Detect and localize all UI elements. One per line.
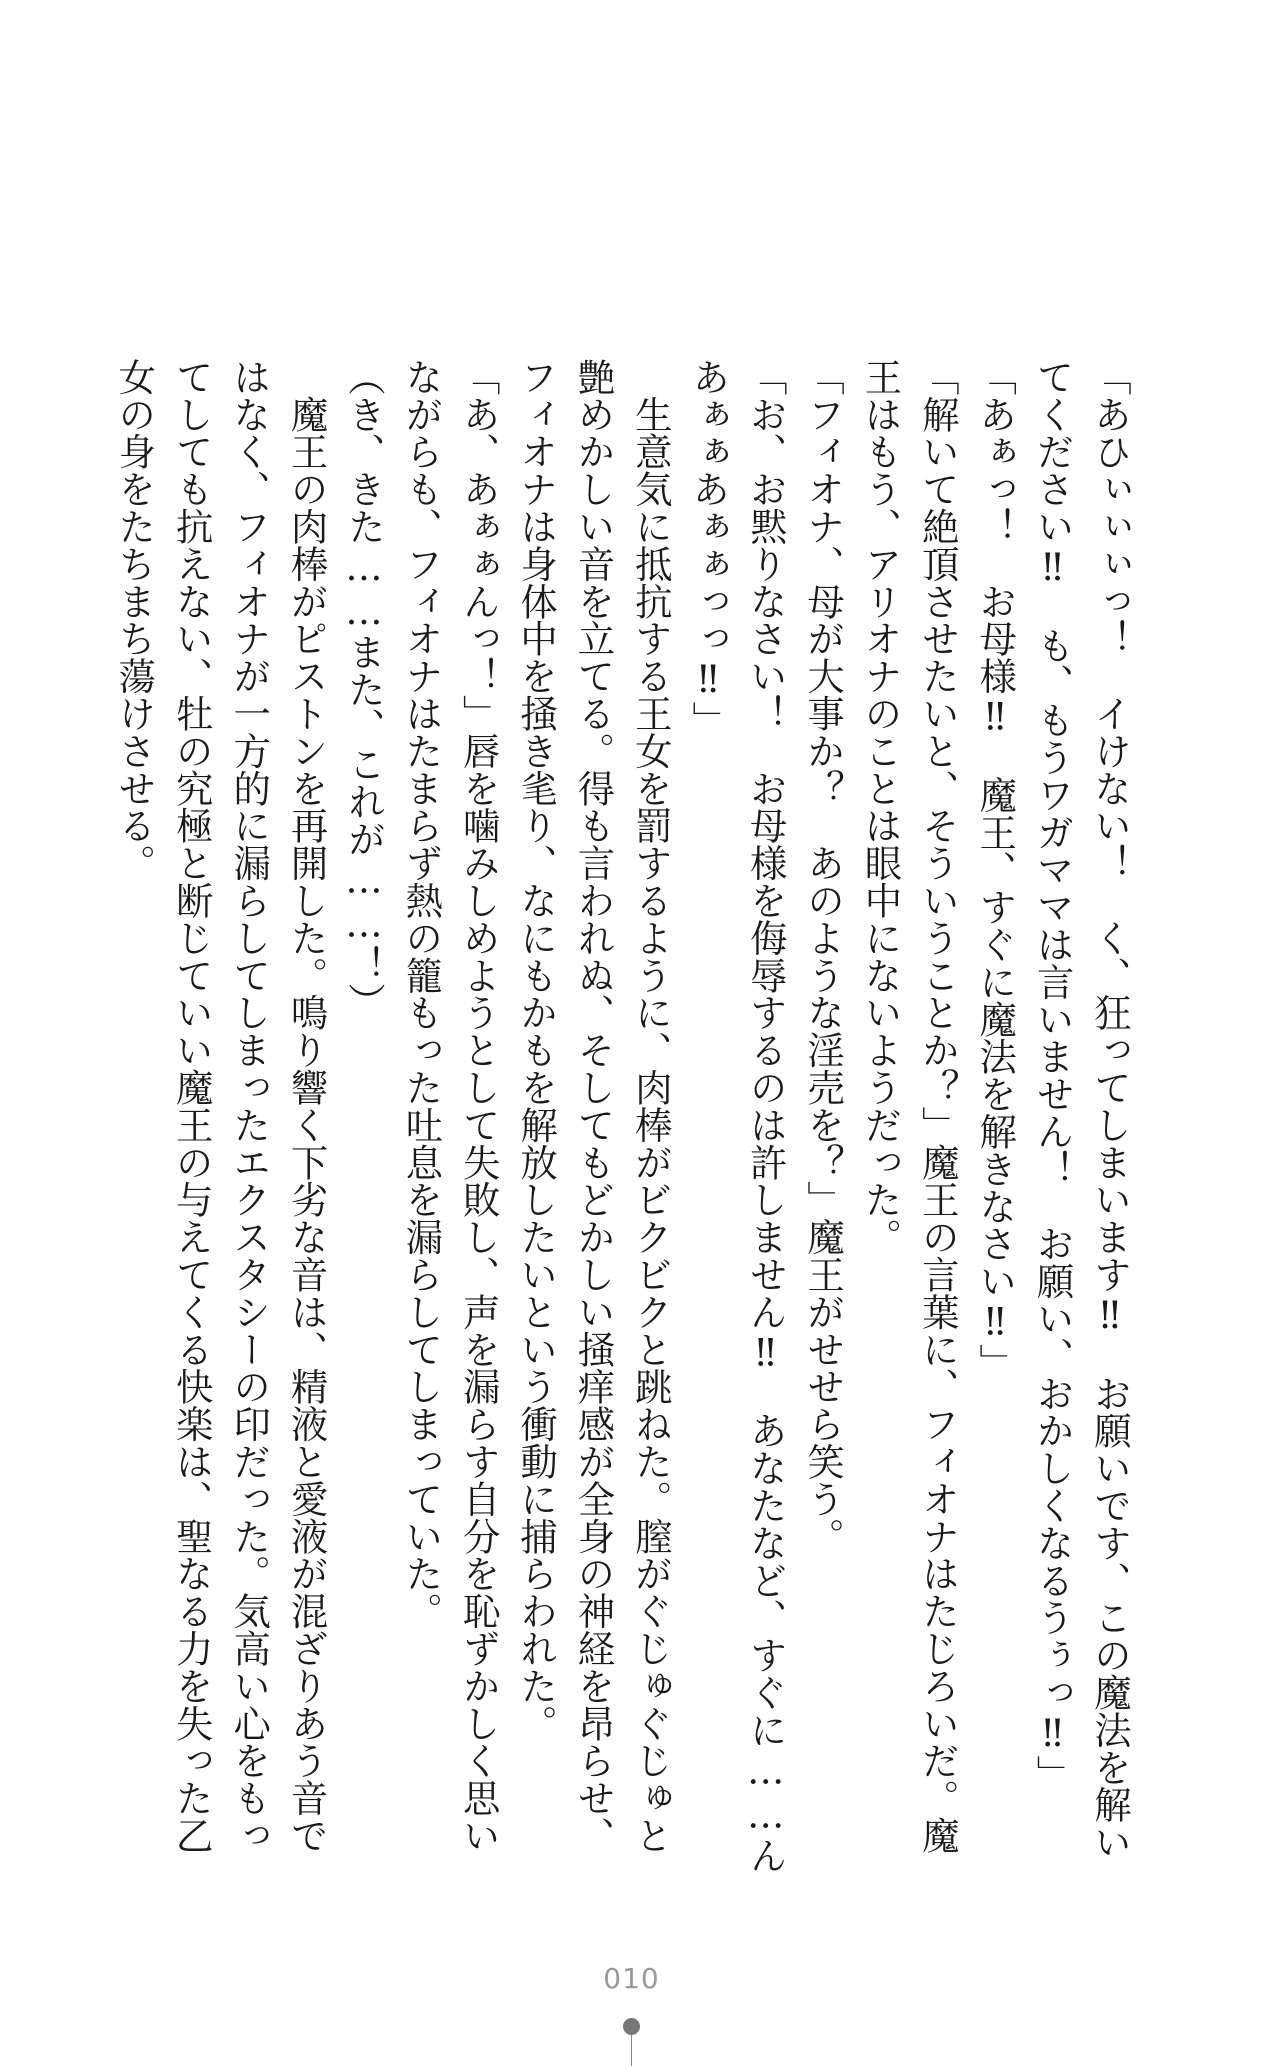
text-line: 「解いて絶頂させたいと、そういうことか？」魔王の言葉に、フィオナはたじろいだ。魔 <box>915 358 960 1854</box>
text-line: 「あ、あぁぁんっ！」唇を噛みしめようとして失敗し、声を漏らす自分を恥ずかしく思い <box>456 358 501 1855</box>
text-line: 魔王の肉棒がピストンを再開した。鳴り響く下劣な音は、精液と愛液が混ざりあう音で <box>284 358 329 1855</box>
text-line: 「あぁっ！ お母様‼ 魔王、すぐに魔法を解きなさい‼」 <box>973 358 1018 1381</box>
text-line: あぁぁあぁぁっっ‼」 <box>686 358 731 739</box>
text-line: 女の身をたちまち蕩けさせる。 <box>112 358 157 882</box>
text-line: 「お、お黙りなさい！ お母様を侮辱するのは許しません‼ あなたなど、すぐに……ん <box>743 358 788 1874</box>
text-line: 「あひぃぃぃっ！ イけない！ く、狂ってしまいます‼ お願いです、この魔法を解い <box>1088 358 1132 1861</box>
text-line: 「フィオナ、母が大事か？ あのような淫売を？」魔王がせせら笑う。 <box>801 358 846 1555</box>
text-line: 艶めかしい音を立てる。得も言われぬ、そしてもどかしい掻痒感が全身の神経を昂らせ、 <box>571 358 616 1854</box>
page-marker-line <box>631 2035 632 2066</box>
page-marker-dot <box>623 2018 640 2035</box>
text-line: 王はもう、アリオナのことは眼中にないようだった。 <box>858 358 903 1256</box>
text-line: てください‼ も、もうワガママは言いません！ お願い、おかしくなるうぅっ‼」 <box>1030 358 1075 1793</box>
text-line: 生意気に抵抗する王女を罰するように、肉棒がビクビクと跳ねた。膣がぐじゅぐじゅと <box>628 358 673 1854</box>
text-line: ながらも、フィオナはたまらず熱の籠もった吐息を漏らしてしまっていた。 <box>399 358 444 1630</box>
vertical-text-body <box>112 358 1132 1874</box>
page-number: 010 <box>603 1962 660 1995</box>
text-line: てしても抗えない、牡の究極と断じていい魔王の与えてくる快楽は、聖なる力を失った乙 <box>169 358 214 1854</box>
text-line: （き、きた……また、これが……！） <box>341 358 386 1021</box>
text-line: はなく、フィオナが一方的に漏らしてしまったエクスタシーの印だった。気高い心をもっ <box>227 358 272 1854</box>
text-line: フィオナは身体中を掻き毟り、なにもかもを解放したいという衝動に捕らわれた。 <box>514 358 559 1742</box>
